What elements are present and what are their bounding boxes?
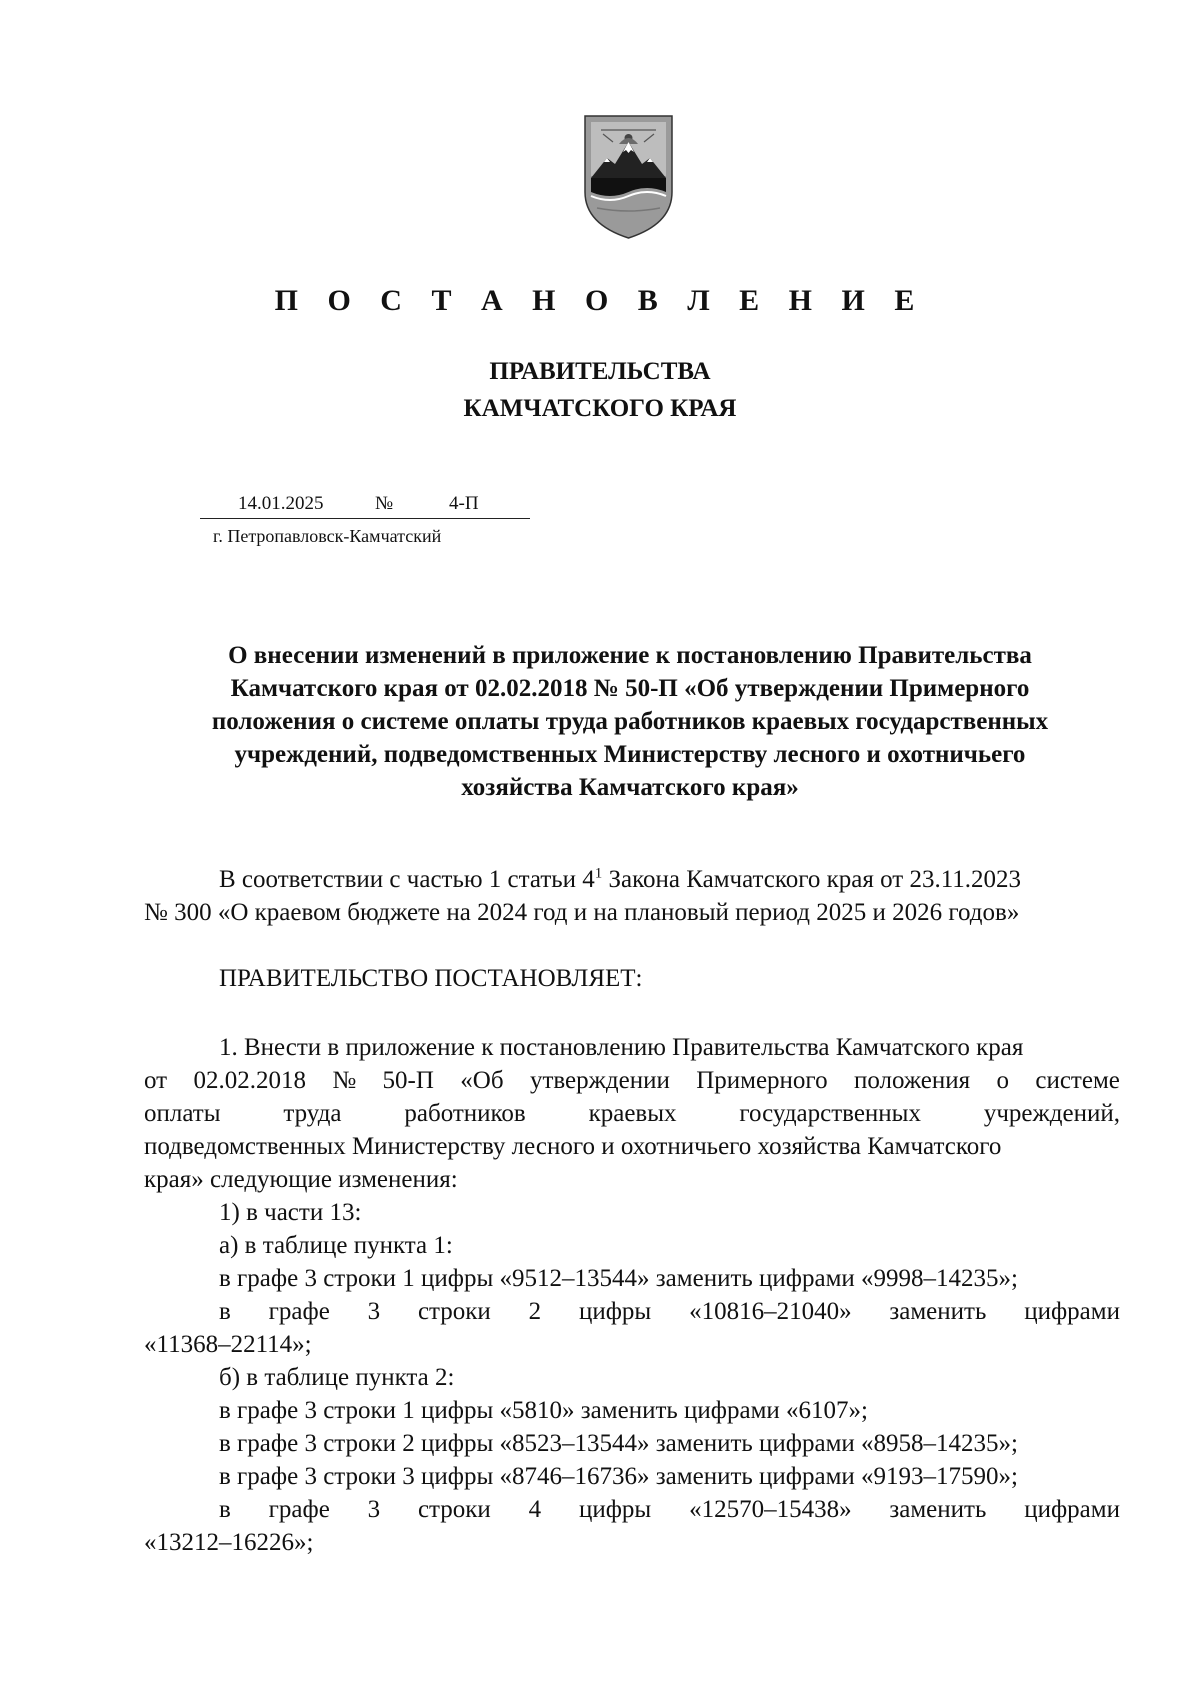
item-1-line: 1. Внести в приложение к постановлению Правительства Камчатского края: [219, 1034, 1024, 1061]
issuing-body-line-2: КАМЧАТСКОГО КРАЯ: [463, 395, 737, 422]
word: системе: [1035, 1067, 1120, 1094]
word: 3: [367, 1496, 381, 1523]
amendment-line: в графе 3 строки 3 цифры «8746–16736» заменить цифрами «9193–17590»;: [219, 1463, 1018, 1490]
document-date: 14.01.2025: [238, 493, 324, 514]
word: 50-П: [382, 1067, 434, 1094]
item-1-line: края» следующие изменения:: [144, 1166, 458, 1193]
subitem-line: а) в таблице пункта 1:: [219, 1232, 453, 1259]
amendment-line: [144, 1493, 1120, 1526]
amendment-line: [144, 1295, 1120, 1328]
word: «12570–15438»: [689, 1496, 852, 1523]
word: утверждении: [529, 1067, 670, 1094]
word: 2: [528, 1298, 542, 1325]
amendment-line: в графе 3 строки 2 цифры «8523–13544» заменить цифрами «8958–14235»;: [219, 1430, 1018, 1457]
item-1-line: [144, 1097, 1120, 1130]
title-line: учреждений, подведомственных Министерству лесного и охотничьего: [234, 741, 1026, 768]
amendment-line: в графе 3 строки 1 цифры «5810» заменить цифрами «6107»;: [219, 1397, 868, 1424]
issuing-body-line-1: ПРАВИТЕЛЬСТВА: [489, 358, 711, 385]
kamchatka-coat-of-arms-icon: [577, 112, 680, 242]
item-1-paragraph: [144, 1031, 1120, 1559]
title-line: положения о системе оплаты труда работников краевых государственных: [211, 708, 1049, 735]
superscript: 1: [594, 865, 603, 882]
amendment-line: «11368–22114»;: [144, 1331, 312, 1358]
word: цифры: [578, 1496, 652, 1523]
word: №: [332, 1067, 357, 1094]
item-1-line: подведомственных Министерству лесного и охотничьего хозяйства Камчатского: [144, 1133, 1002, 1160]
word: строки: [417, 1496, 491, 1523]
word: учреждений,: [983, 1100, 1120, 1127]
word: «10816–21040»: [689, 1298, 852, 1325]
document-number: 4-П: [449, 493, 479, 514]
registration-line: [200, 490, 530, 519]
title-line: Камчатского края от 02.02.2018 № 50-П «Об утверждении Примерного: [230, 675, 1030, 702]
issue-city: г. Петропавловск-Камчатский: [213, 526, 442, 546]
word: краевых: [588, 1100, 677, 1127]
word: в: [219, 1298, 231, 1325]
word: государственных: [739, 1100, 921, 1127]
document-type-heading: П О С Т А Н О В Л Е Н И Е: [274, 284, 926, 317]
word: цифры: [578, 1298, 652, 1325]
subitem-line: 1) в части 13:: [219, 1199, 362, 1226]
amendment-line: «13212–16226»;: [144, 1529, 314, 1556]
word: строки: [417, 1298, 491, 1325]
document-title: [140, 639, 1120, 804]
word: работников: [404, 1100, 526, 1127]
subitem-line: б) в таблице пункта 2:: [219, 1364, 455, 1391]
preamble-paragraph: [144, 863, 1120, 929]
word: положения: [853, 1067, 971, 1094]
item-1-line: [144, 1064, 1120, 1097]
word: графе: [268, 1496, 330, 1523]
amendment-line: в графе 3 строки 1 цифры «9512–13544» заменить цифрами «9998–14235»;: [219, 1265, 1018, 1292]
word: 4: [528, 1496, 542, 1523]
word: в: [219, 1496, 231, 1523]
word: 02.02.2018: [193, 1067, 306, 1094]
word: графе: [268, 1298, 330, 1325]
preamble-line-1: В соответствии с частью 1 статьи $4^1$ Закона Камчатского края от 23.11.2023: [219, 865, 1022, 893]
word: Примерного: [696, 1067, 828, 1094]
number-sign: №: [375, 493, 394, 514]
title-line: хозяйства Камчатского края»: [461, 774, 799, 801]
word: цифрами: [1024, 1496, 1120, 1523]
word: цифрами: [1024, 1298, 1120, 1325]
word: труда: [283, 1100, 342, 1127]
preamble-line-2: № 300 «О краевом бюджете на 2024 год и на плановый период 2025 и 2026 годов»: [144, 899, 1020, 926]
decree-phrase: ПРАВИТЕЛЬСТВО ПОСТАНОВЛЯЕТ:: [219, 965, 643, 992]
word: о: [996, 1067, 1009, 1094]
word: «Об: [460, 1067, 504, 1094]
word: оплаты: [144, 1100, 221, 1127]
word: от: [144, 1067, 168, 1094]
word: заменить: [889, 1298, 987, 1325]
word: 3: [367, 1298, 381, 1325]
word: заменить: [889, 1496, 987, 1523]
title-line: О внесении изменений в приложение к постановлению Правительства: [228, 642, 1032, 669]
